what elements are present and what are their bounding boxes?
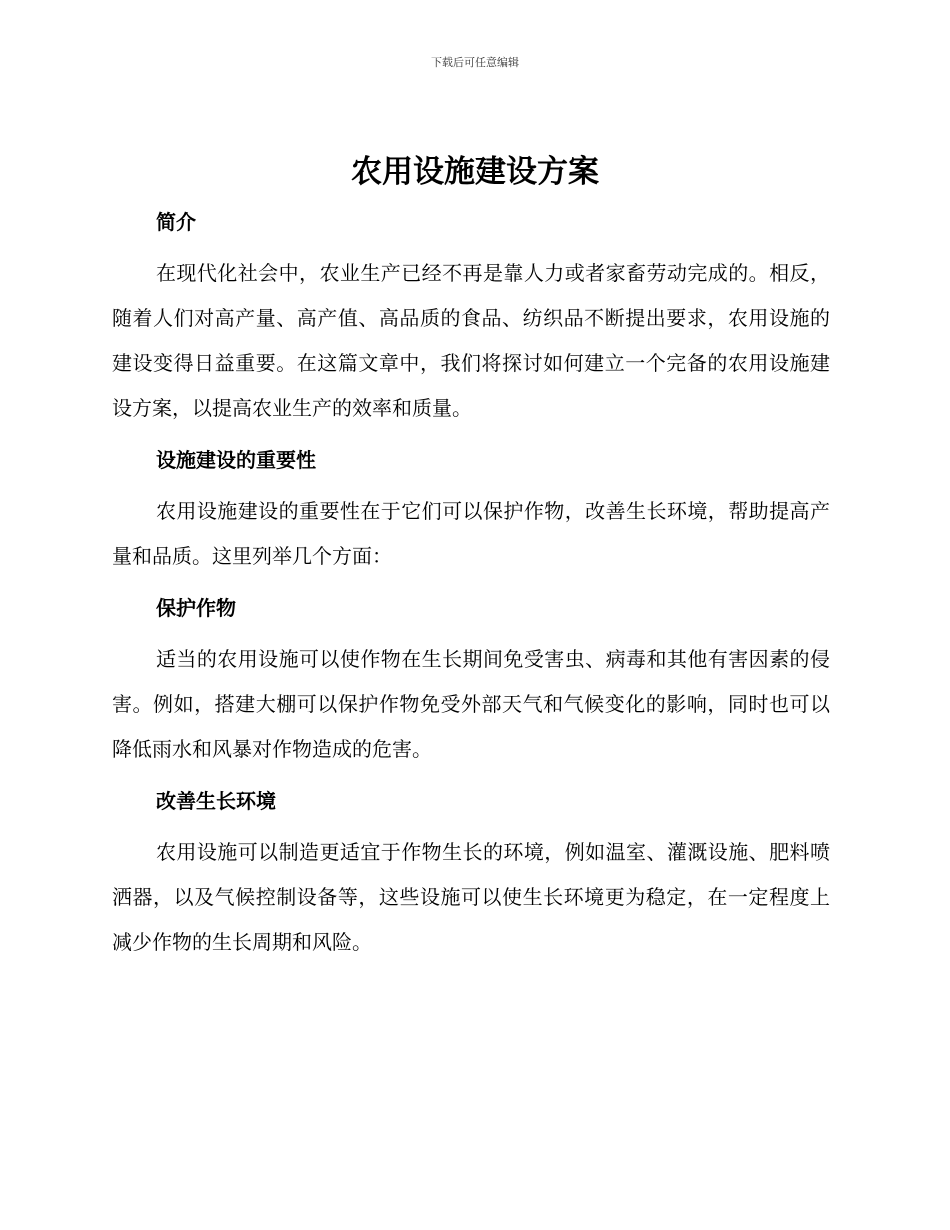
document-title: 农用设施建设方案 — [351, 154, 599, 190]
section-heading-intro: 简介 — [156, 210, 196, 234]
section-paragraph-protect-crops: 适当的农用设施可以使作物在生长期间免受害虫、病毒和其他有害因素的侵害。例如，搭建大棚可以保护作物免受外部天气和气候变化的影响，同时也可以降低雨水和风暴对作物造成的危害。 — [112, 647, 830, 761]
section-growth-environment — [112, 779, 830, 965]
section-heading-protect-crops: 保护作物 — [156, 596, 236, 620]
section-intro — [112, 200, 830, 431]
section-paragraph-growth-environment: 农用设施可以制造更适宜于作物生长的环境，例如温室、灌溉设施、肥料喷洒器，以及气候控制设备等，这些设施可以使生长环境更为稳定，在一定程度上减少作物的生长周期和风险。 — [112, 840, 830, 954]
section-heading-importance: 设施建设的重要性 — [156, 448, 316, 472]
section-importance — [112, 438, 830, 579]
section-paragraph-intro: 在现代化社会中，农业生产已经不再是靠人力或者家畜劳动完成的。相反，随着人们对高产量、高产值、高品质的食品、纺织品不断提出要求，农用设施的建设变得日益重要。在这篇文章中，我们将探讨如何建立一个完备的农用设施建设方案，以提高农业生产的效率和质量。 — [112, 261, 830, 420]
header-note: 下载后可任意编辑 — [431, 56, 519, 69]
section-protect-crops — [112, 586, 830, 772]
section-heading-growth-environment: 改善生长环境 — [156, 789, 276, 813]
document-body — [112, 200, 830, 972]
section-paragraph-importance: 农用设施建设的重要性在于它们可以保护作物，改善生长环境，帮助提高产量和品质。这里列举几个方面： — [112, 499, 830, 568]
